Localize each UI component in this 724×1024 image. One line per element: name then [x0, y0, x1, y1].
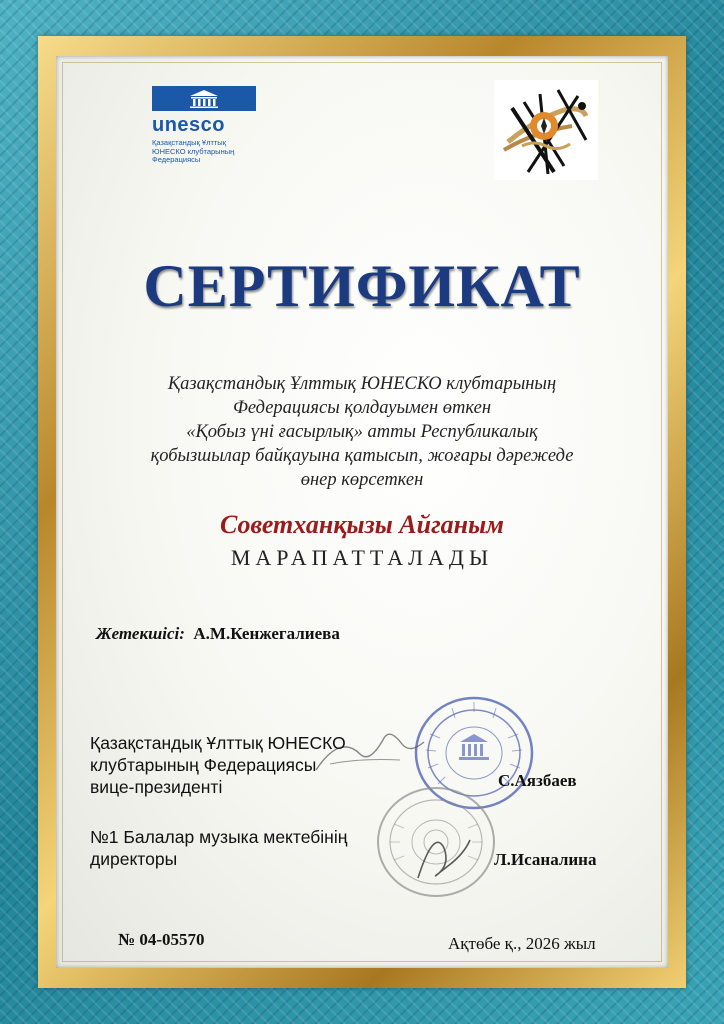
recipient-name: Советханқызы Айганым	[220, 510, 504, 539]
kobyz-emblem-logo	[494, 80, 598, 180]
signatory-2-name: Л.Исаналина	[494, 850, 597, 869]
leader-line	[96, 624, 340, 644]
signature-2	[408, 818, 478, 888]
unesco-logo	[152, 86, 262, 165]
certificate-number: № 04-05570	[118, 930, 205, 949]
certificate-title: СЕРТИФИКАТ	[143, 253, 581, 319]
award-text: МАРАПАТТАЛАДЫ	[230, 545, 494, 570]
signatory-1-position: Қазақстандық Ұлттық ЮНЕСКО клубтарының Федерациясы вице-президенті	[90, 733, 346, 797]
certificate-body-text	[90, 372, 634, 492]
signatory-1-name: С.Аязбаев	[498, 771, 577, 790]
leader-label: Жетекшісі:	[96, 624, 185, 643]
body-line: «Қобыз үні ғасырлық» атты Республикалық	[186, 422, 538, 442]
signatory-2-position: №1 Балалар музыка мектебінің директоры	[90, 827, 348, 869]
place-and-date: Ақтөбе қ., 2026 жыл	[448, 934, 596, 953]
leader-name: А.М.Кенжегалиева	[193, 624, 340, 643]
unesco-temple-icon	[152, 86, 256, 111]
body-line: қобызшылар байқауына қатысып, жоғары дәрежеде	[150, 446, 574, 466]
unesco-subtitle: Қазақстандық Ұлттық ЮНЕСКО клубтарының Федерациясы	[152, 138, 235, 164]
body-line: Қазақстандық Ұлттық ЮНЕСКО клубтарының	[167, 374, 557, 394]
unesco-wordmark: unesco	[152, 114, 226, 136]
body-line: Федерациясы қолдауымен өткен	[232, 398, 491, 418]
body-line: өнер көрсеткен	[300, 470, 424, 490]
